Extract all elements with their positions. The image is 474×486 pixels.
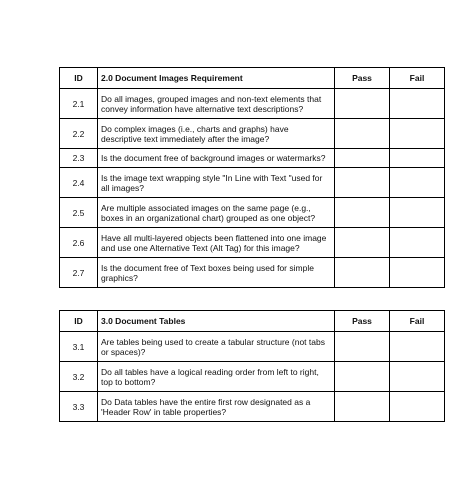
- images-requirements-table: [59, 67, 445, 288]
- pass-cell[interactable]: [335, 198, 390, 228]
- pass-cell[interactable]: [335, 149, 390, 168]
- fail-cell[interactable]: [390, 149, 445, 168]
- requirement-id: 3.2: [60, 362, 98, 392]
- requirement-text: Have all multi-layered objects been flattened into one image and use one Alternative Text (Alt Tag) for this image?: [98, 228, 335, 258]
- table-row: [60, 332, 445, 362]
- table-row: [60, 392, 445, 422]
- fail-cell[interactable]: [390, 332, 445, 362]
- requirement-text: Do complex images (i.e., charts and graphs) have descriptive text immediately after the image?: [98, 119, 335, 149]
- fail-cell[interactable]: [390, 89, 445, 119]
- requirement-text: Is the document free of Text boxes being used for simple graphics?: [98, 258, 335, 288]
- fail-cell[interactable]: [390, 362, 445, 392]
- requirement-text: Do all images, grouped images and non-text elements that convey information have alternative text descriptions?: [98, 89, 335, 119]
- pass-cell[interactable]: [335, 392, 390, 422]
- section-title: 2.0 Document Images Requirement: [98, 68, 335, 89]
- table-row: [60, 119, 445, 149]
- requirement-id: 2.2: [60, 119, 98, 149]
- header-row: [60, 68, 445, 89]
- fail-cell[interactable]: [390, 119, 445, 149]
- fail-cell[interactable]: [390, 198, 445, 228]
- header-row: [60, 311, 445, 332]
- requirement-text: Are tables being used to create a tabular structure (not tabs or spaces)?: [98, 332, 335, 362]
- requirement-id: 2.3: [60, 149, 98, 168]
- requirement-text: Are multiple associated images on the same page (e.g., boxes in an organizational chart) grouped as one object?: [98, 198, 335, 228]
- requirement-id: 2.4: [60, 168, 98, 198]
- table-row: [60, 149, 445, 168]
- requirement-id: 3.1: [60, 332, 98, 362]
- requirement-id: 2.7: [60, 258, 98, 288]
- requirement-id: 3.3: [60, 392, 98, 422]
- fail-cell[interactable]: [390, 168, 445, 198]
- pass-column-header: Pass: [335, 311, 390, 332]
- requirement-id: 2.1: [60, 89, 98, 119]
- requirement-id: 2.5: [60, 198, 98, 228]
- table-row: [60, 89, 445, 119]
- id-column-header: ID: [60, 311, 98, 332]
- pass-cell[interactable]: [335, 332, 390, 362]
- table-row: [60, 168, 445, 198]
- fail-column-header: Fail: [390, 311, 445, 332]
- requirement-text: Do all tables have a logical reading order from left to right, top to bottom?: [98, 362, 335, 392]
- fail-cell[interactable]: [390, 228, 445, 258]
- requirement-text: Do Data tables have the entire first row designated as a 'Header Row' in table properties?: [98, 392, 335, 422]
- pass-cell[interactable]: [335, 89, 390, 119]
- table-row: [60, 258, 445, 288]
- fail-cell[interactable]: [390, 392, 445, 422]
- pass-cell[interactable]: [335, 362, 390, 392]
- id-column-header: ID: [60, 68, 98, 89]
- fail-cell[interactable]: [390, 258, 445, 288]
- requirement-text: Is the image text wrapping style "In Line with Text "used for all images?: [98, 168, 335, 198]
- section-title: 3.0 Document Tables: [98, 311, 335, 332]
- table-row: [60, 362, 445, 392]
- fail-column-header: Fail: [390, 68, 445, 89]
- table-row: [60, 198, 445, 228]
- pass-cell[interactable]: [335, 258, 390, 288]
- tables-requirements-table: [59, 310, 445, 422]
- pass-cell[interactable]: [335, 228, 390, 258]
- requirement-id: 2.6: [60, 228, 98, 258]
- pass-cell[interactable]: [335, 119, 390, 149]
- pass-column-header: Pass: [335, 68, 390, 89]
- pass-cell[interactable]: [335, 168, 390, 198]
- table-row: [60, 228, 445, 258]
- requirement-text: Is the document free of background images or watermarks?: [98, 149, 335, 168]
